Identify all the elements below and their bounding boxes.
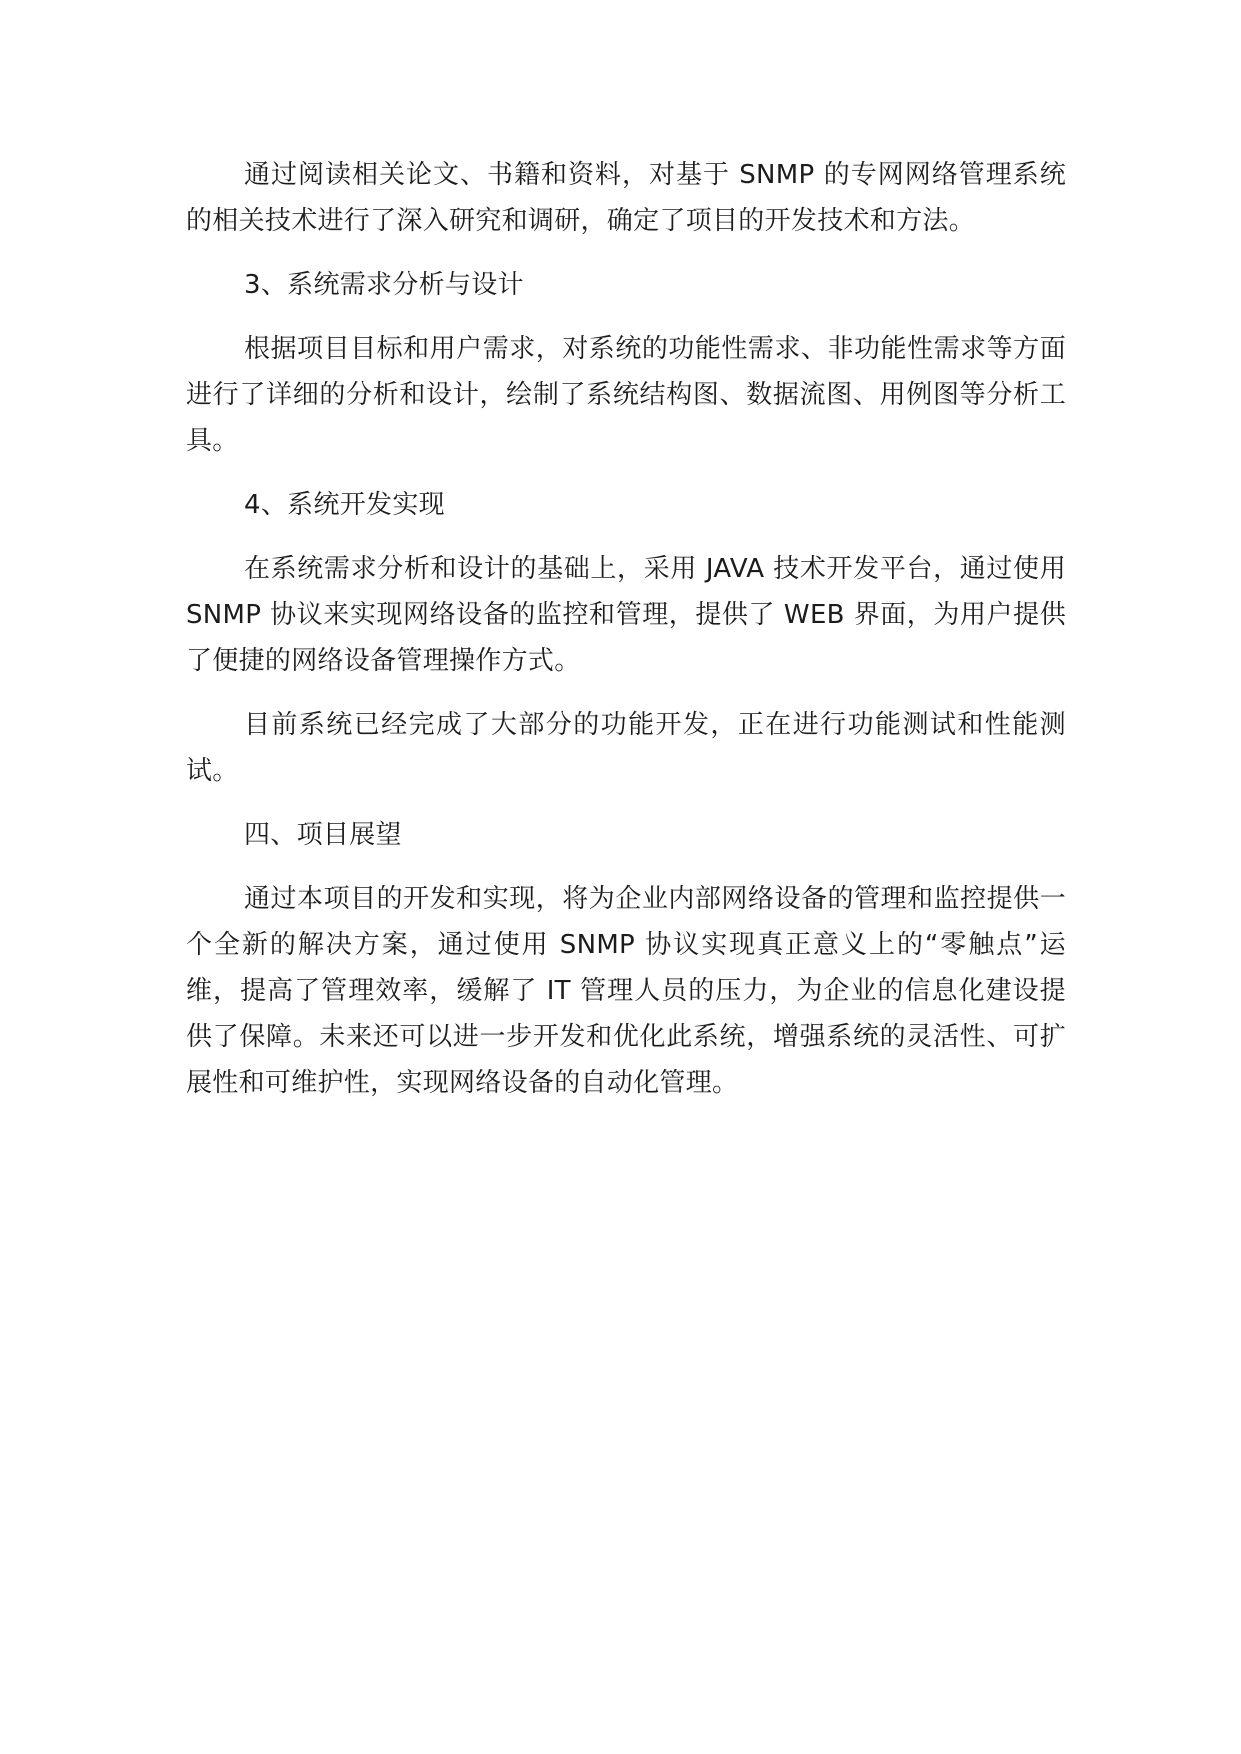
paragraph-requirements: 根据项目目标和用户需求，对系统的功能性需求、非功能性需求等方面进行了详细的分析和设计，绘制了系统结构图、数据流图、用例图等分析工具。 [186,334,1066,456]
paragraph-research: 通过阅读相关论文、书籍和资料，对基于 SNMP 的专网网络管理系统的相关技术进行了深入研究和调研，确定了项目的开发技术和方法。 [186,160,1066,236]
paragraph-status: 目前系统已经完成了大部分的功能开发，正在进行功能测试和性能测试。 [186,710,1066,786]
section-heading-outlook: 四、项目展望 [244,820,402,850]
section-heading-requirements: 3、系统需求分析与设计 [244,270,524,300]
section-heading-implementation: 4、系统开发实现 [244,490,445,520]
paragraph-outlook: 通过本项目的开发和实现，将为企业内部网络设备的管理和监控提供一个全新的解决方案，通过使用 SNMP 协议实现真正意义上的“零触点”运维，提高了管理效率，缓解了 IT 管理人员的压力，为企业的信息化建设提供了保障。未来还可以进一步开发和优化此系统，增强系统的灵活性、可扩展性和可维护性，实现网络设备的自动化管理。 [186,884,1066,1098]
paragraph-implementation: 在系统需求分析和设计的基础上，采用 JAVA 技术开发平台，通过使用 SNMP 协议来实现网络设备的监控和管理，提供了 WEB 界面，为用户提供了便捷的网络设备管理操作方式。 [186,554,1066,676]
document-body [186,152,1066,1124]
